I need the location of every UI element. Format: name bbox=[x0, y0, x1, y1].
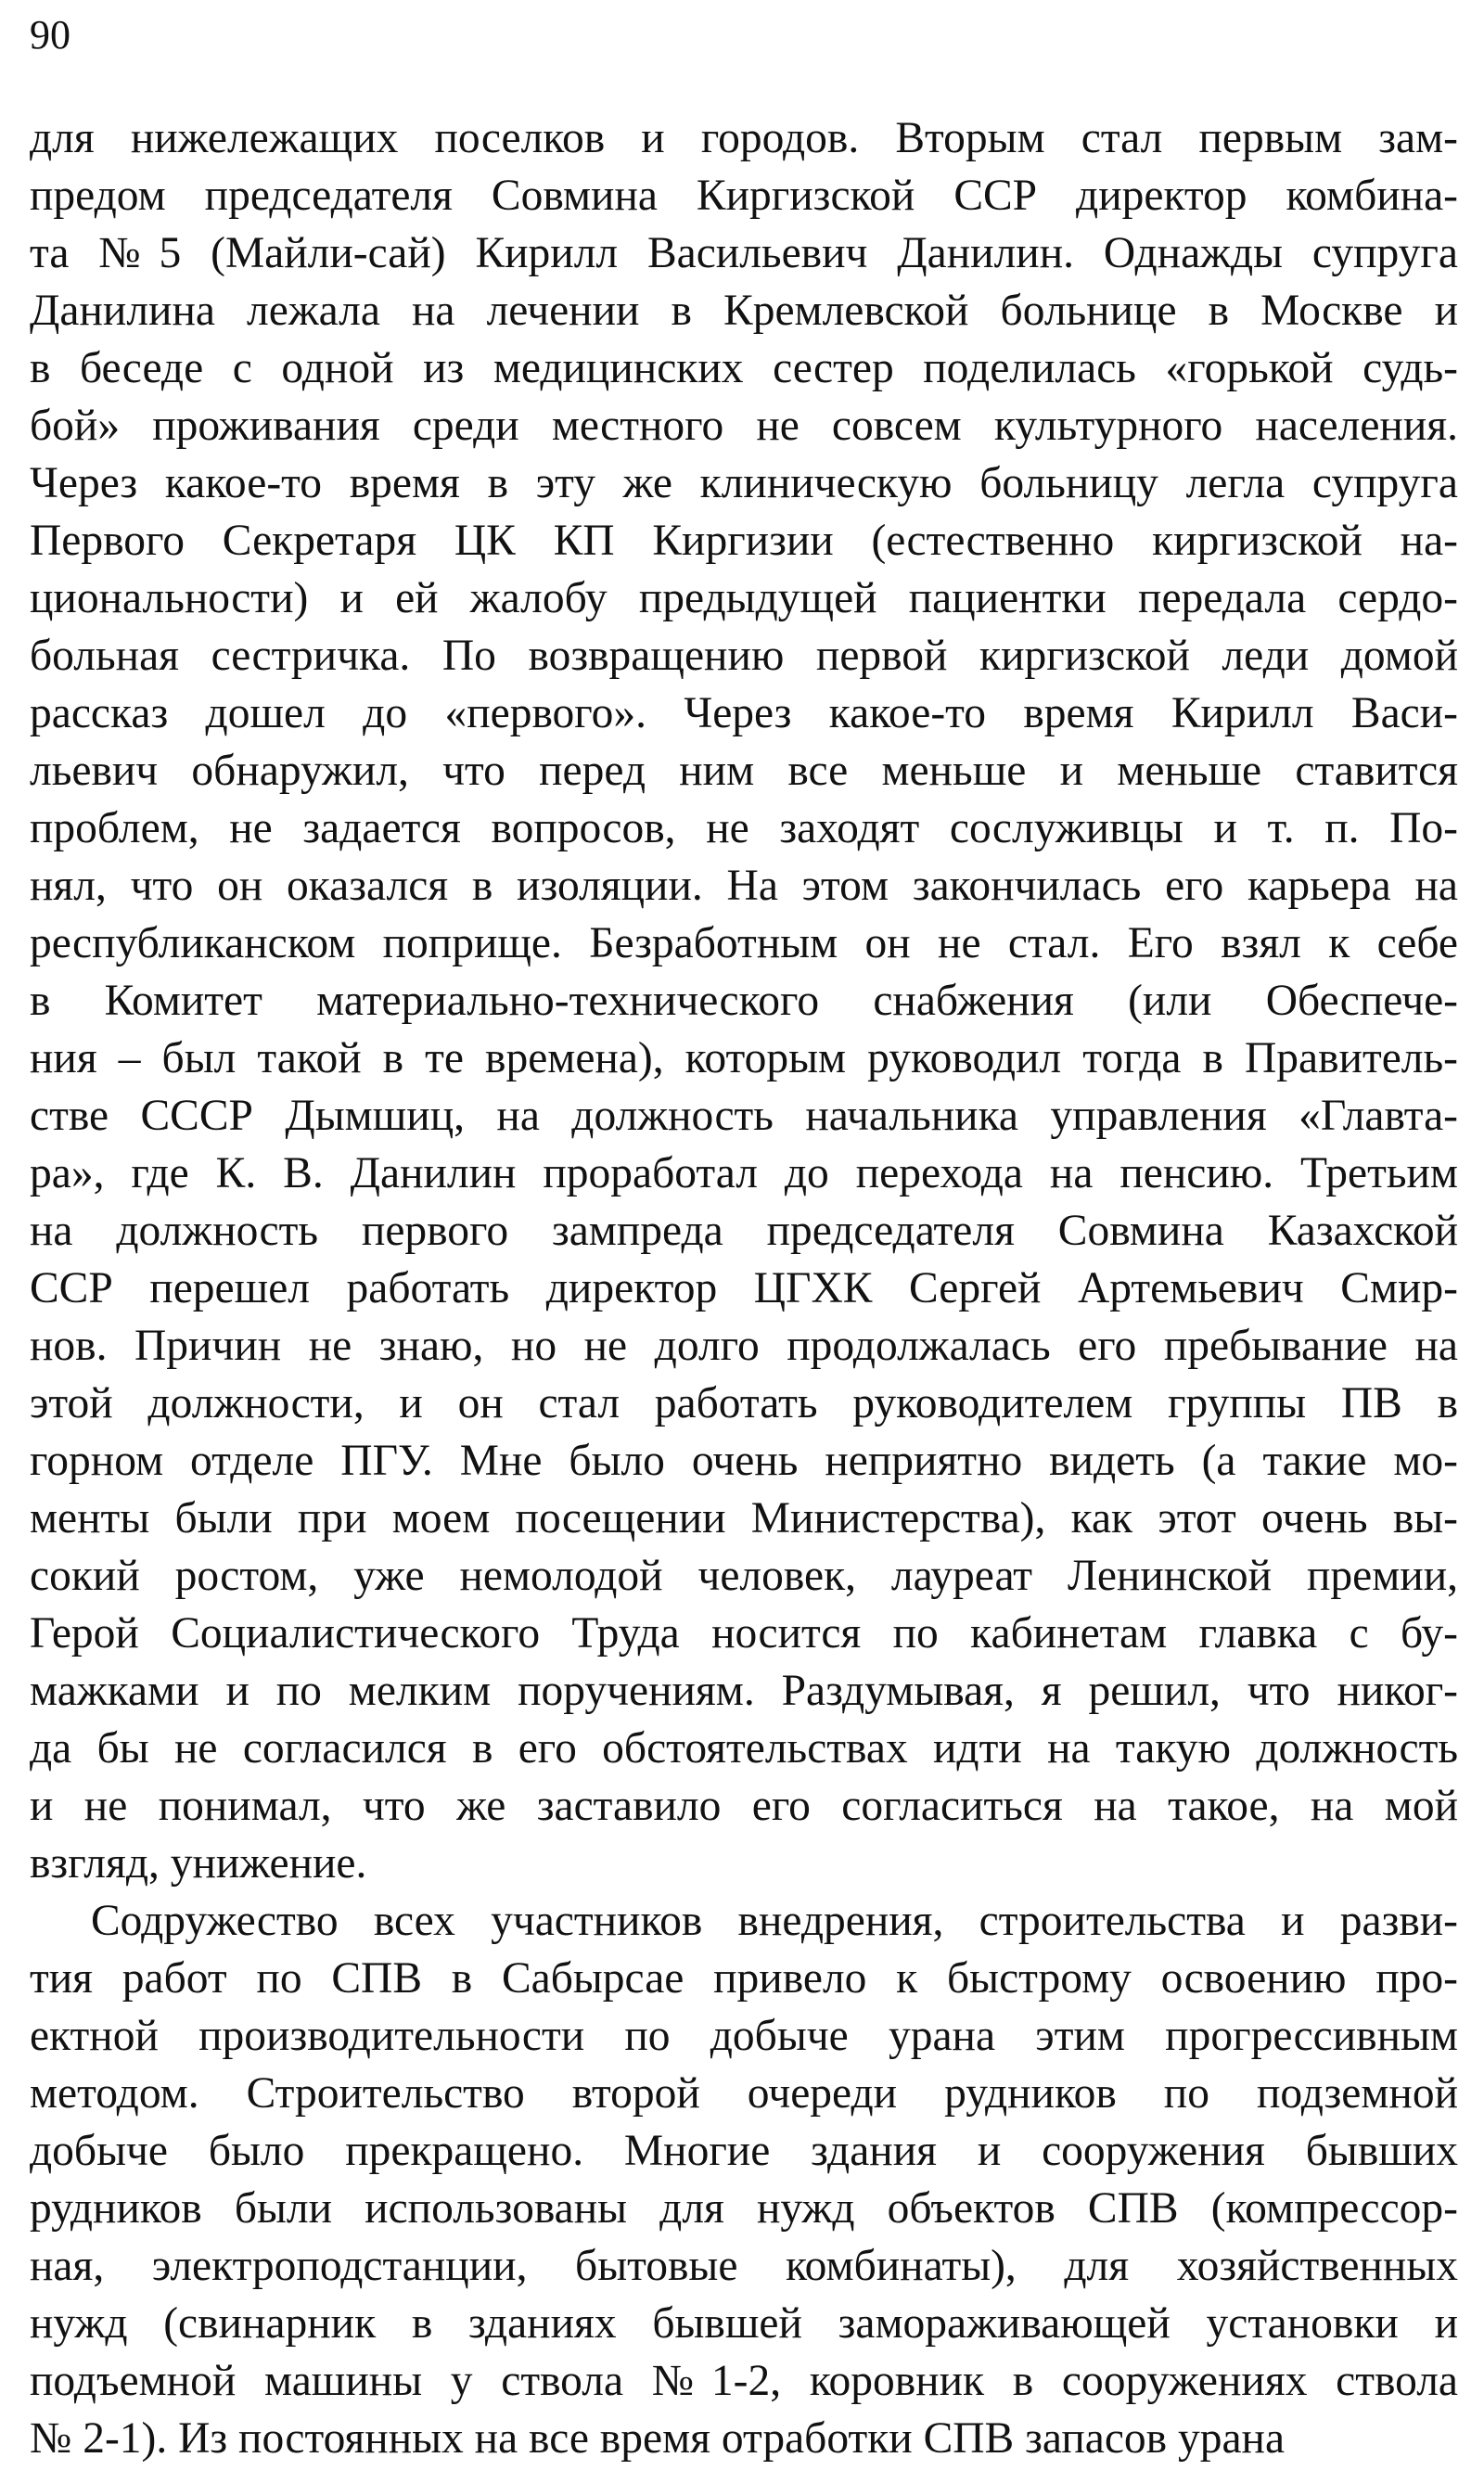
text-line: взгляд, унижение. bbox=[30, 1839, 367, 1888]
text-line: этой должности, и он стал работать руководителем группы ПВ в bbox=[30, 1379, 1458, 1427]
paragraph bbox=[30, 109, 1458, 1892]
text-line: подъемной машины у ствола №1-2, коровник в сооружениях ствола bbox=[30, 2357, 1458, 2405]
text-line: в беседе с одной из медицинских сестер поделилась «горькой судь- bbox=[30, 344, 1458, 392]
text-line: бой» проживания среди местного не совсем культурного населения. bbox=[30, 402, 1458, 450]
text-line: проблем, не задается вопросов, не заходят сослуживцы и т. п. По- bbox=[30, 804, 1458, 852]
text-line: на должность первого зампреда председателя Совмина Казахской bbox=[30, 1207, 1458, 1255]
text-line: предом председателя Совмина Киргизской ССР директор комбина- bbox=[30, 172, 1458, 220]
text-line: в Комитет материально-технического снабжения (или Обеспече- bbox=[30, 977, 1458, 1025]
text-line: Герой Социалистического Труда носится по кабинетам главка с бу- bbox=[30, 1609, 1458, 1657]
text-line: рассказ дошел до «первого». Через какое-то время Кирилл Васи- bbox=[30, 689, 1458, 737]
text-line: мажками и по мелким поручениям. Раздумывая, я решил, что никог- bbox=[30, 1667, 1458, 1715]
text-line: льевич обнаружил, что перед ним все меньше и меньше ставится bbox=[30, 747, 1458, 795]
text-line: рудников были использованы для нужд объектов СПВ (компрессор- bbox=[30, 2184, 1458, 2233]
text-line: для нижележащих поселков и городов. Вторым стал первым зам- bbox=[30, 114, 1458, 162]
text-line: менты были при моем посещении Министерства), как этот очень вы- bbox=[30, 1494, 1458, 1542]
text-line: ра», где К. В. Данилин проработал до перехода на пенсию. Третьим bbox=[30, 1149, 1458, 1197]
text-line: стве СССР Дымшиц, на должность начальника управления «Главта- bbox=[30, 1092, 1458, 1140]
text-line: ная, электроподстанции, бытовые комбинаты), для хозяйственных bbox=[30, 2242, 1458, 2290]
body-text bbox=[30, 109, 1458, 2467]
text-line: Данилина лежала на лечении в Кремлевской больнице в Москве и bbox=[30, 287, 1458, 335]
page-number: 90 bbox=[30, 12, 70, 58]
text-line: ния – был такой в те времена), которым руководил тогда в Правитель- bbox=[30, 1034, 1458, 1082]
text-line: сокий ростом, уже немолодой человек, лауреат Ленинской премии, bbox=[30, 1552, 1458, 1600]
text-line: да бы не согласился в его обстоятельствах идти на такую должность bbox=[30, 1724, 1458, 1773]
text-line: горном отделе ПГУ. Мне было очень неприятно видеть (а такие мо- bbox=[30, 1437, 1458, 1485]
text-line: № 2-1). Из постоянных на все время отработки СПВ запасов урана bbox=[30, 2414, 1286, 2463]
text-line: циональности) и ей жалобу предыдущей пациентки передала сердо- bbox=[30, 574, 1458, 622]
text-line: нял, что он оказался в изоляции. На этом закончилась его карьера на bbox=[30, 862, 1458, 910]
text-line: нужд (свинарник в зданиях бывшей замораживающей установки и bbox=[30, 2299, 1458, 2348]
text-line: Через какое-то время в эту же клиническую больницу легла супруга bbox=[30, 459, 1458, 507]
text-line: нов. Причин не знаю, но не долго продолжалась его пребывание на bbox=[30, 1322, 1458, 1370]
text-line: ектной производительности по добыче урана этим прогрессивным bbox=[30, 2012, 1458, 2060]
paragraph bbox=[30, 1892, 1458, 2467]
text-line: ССР перешел работать директор ЦГХК Сергей Артемьевич Смир- bbox=[30, 1264, 1458, 1312]
text-line: Первого Секретаря ЦК КП Киргизии (естественно киргизской на- bbox=[30, 517, 1458, 565]
text-line: республиканском поприще. Безработным он не стал. Его взял к себе bbox=[30, 919, 1458, 967]
text-line: тия работ по СПВ в Сабырсае привело к быстрому освоению про- bbox=[30, 1954, 1458, 2003]
text-line: методом. Строительство второй очереди рудников по подземной bbox=[30, 2069, 1458, 2118]
text-line: больная сестричка. По возвращению первой киргизской леди домой bbox=[30, 632, 1458, 680]
text-line: и не понимал, что же заставило его согласиться на такое, на мой bbox=[30, 1782, 1458, 1830]
text-line: добыче было прекращено. Многие здания и сооружения бывших bbox=[30, 2127, 1458, 2175]
text-line: та №5 (Майли-сай) Кирилл Васильевич Данилин. Однажды супруга bbox=[30, 229, 1458, 277]
text-line: Содружество всех участников внедрения, строительства и разви- bbox=[91, 1897, 1458, 1945]
